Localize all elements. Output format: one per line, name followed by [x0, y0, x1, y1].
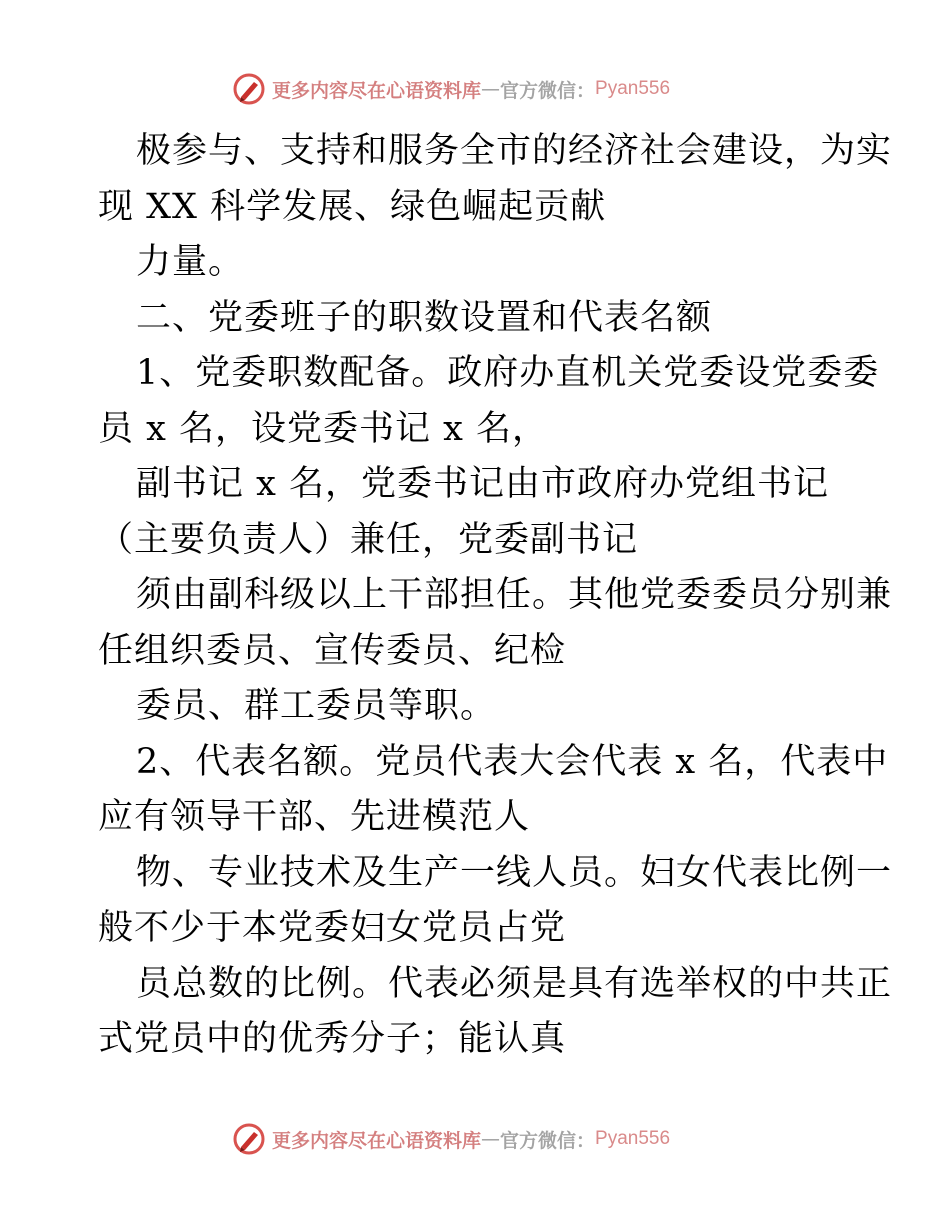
watermark-official-label: 官方微信：: [500, 1129, 596, 1152]
text-line: 2、代表名额。党员代表大会代表 x 名，代表中: [136, 741, 889, 782]
footer-watermark: [232, 1122, 670, 1156]
section-heading: 二、党委班子的职数设置和代表名额: [136, 297, 713, 338]
text-line: 须由副科级以上干部担任。其他党委委员分别兼: [136, 575, 893, 615]
watermark-main-text: 更多内容尽在心语资料库: [272, 79, 482, 102]
pen-logo-icon: [232, 72, 266, 106]
watermark-main-text: 更多内容尽在心语资料库: [272, 1129, 482, 1152]
watermark-wechat-id: Pyan556: [595, 1128, 671, 1149]
text-line: 员总数的比例。代表必须是具有选举权的中共正: [136, 963, 893, 1004]
text-line: 1、党委职数配备。政府办直机关党委设党委委: [136, 353, 880, 393]
text-line: （主要负责人）兼任，党委副书记: [98, 519, 639, 560]
text-line: 极参与、支持和服务全市的经济社会建设，为实: [136, 131, 893, 171]
text-line: 任组织委员、宣传委员、纪检: [98, 630, 567, 671]
text-line: 物、专业技术及生产一线人员。妇女代表比例一: [136, 852, 893, 893]
text-line: 副书记 x 名，党委书记由市政府办党组书记: [136, 464, 829, 504]
text-line: 员 x 名，设党委书记 x 名，: [98, 408, 548, 449]
text-line: 应有领导干部、先进模范人: [98, 797, 531, 837]
watermark-dash: —: [481, 1128, 501, 1150]
text-line: 般不少于本党委妇女党员占党: [98, 908, 567, 948]
watermark-wechat-id: Pyan556: [595, 78, 671, 99]
body-text: [98, 124, 893, 1068]
header-watermark: [232, 72, 670, 106]
watermark-dash: —: [481, 78, 501, 100]
text-line: 委员、群工委员等职。: [136, 686, 497, 726]
watermark-official-label: 官方微信：: [500, 79, 596, 102]
text-line: 现 XX 科学发展、绿色崛起贡献: [98, 186, 607, 227]
pen-logo-icon: [232, 1122, 266, 1156]
text-line: 式党员中的优秀分子；能认真: [98, 1019, 567, 1059]
text-line: 力量。: [136, 242, 245, 282]
